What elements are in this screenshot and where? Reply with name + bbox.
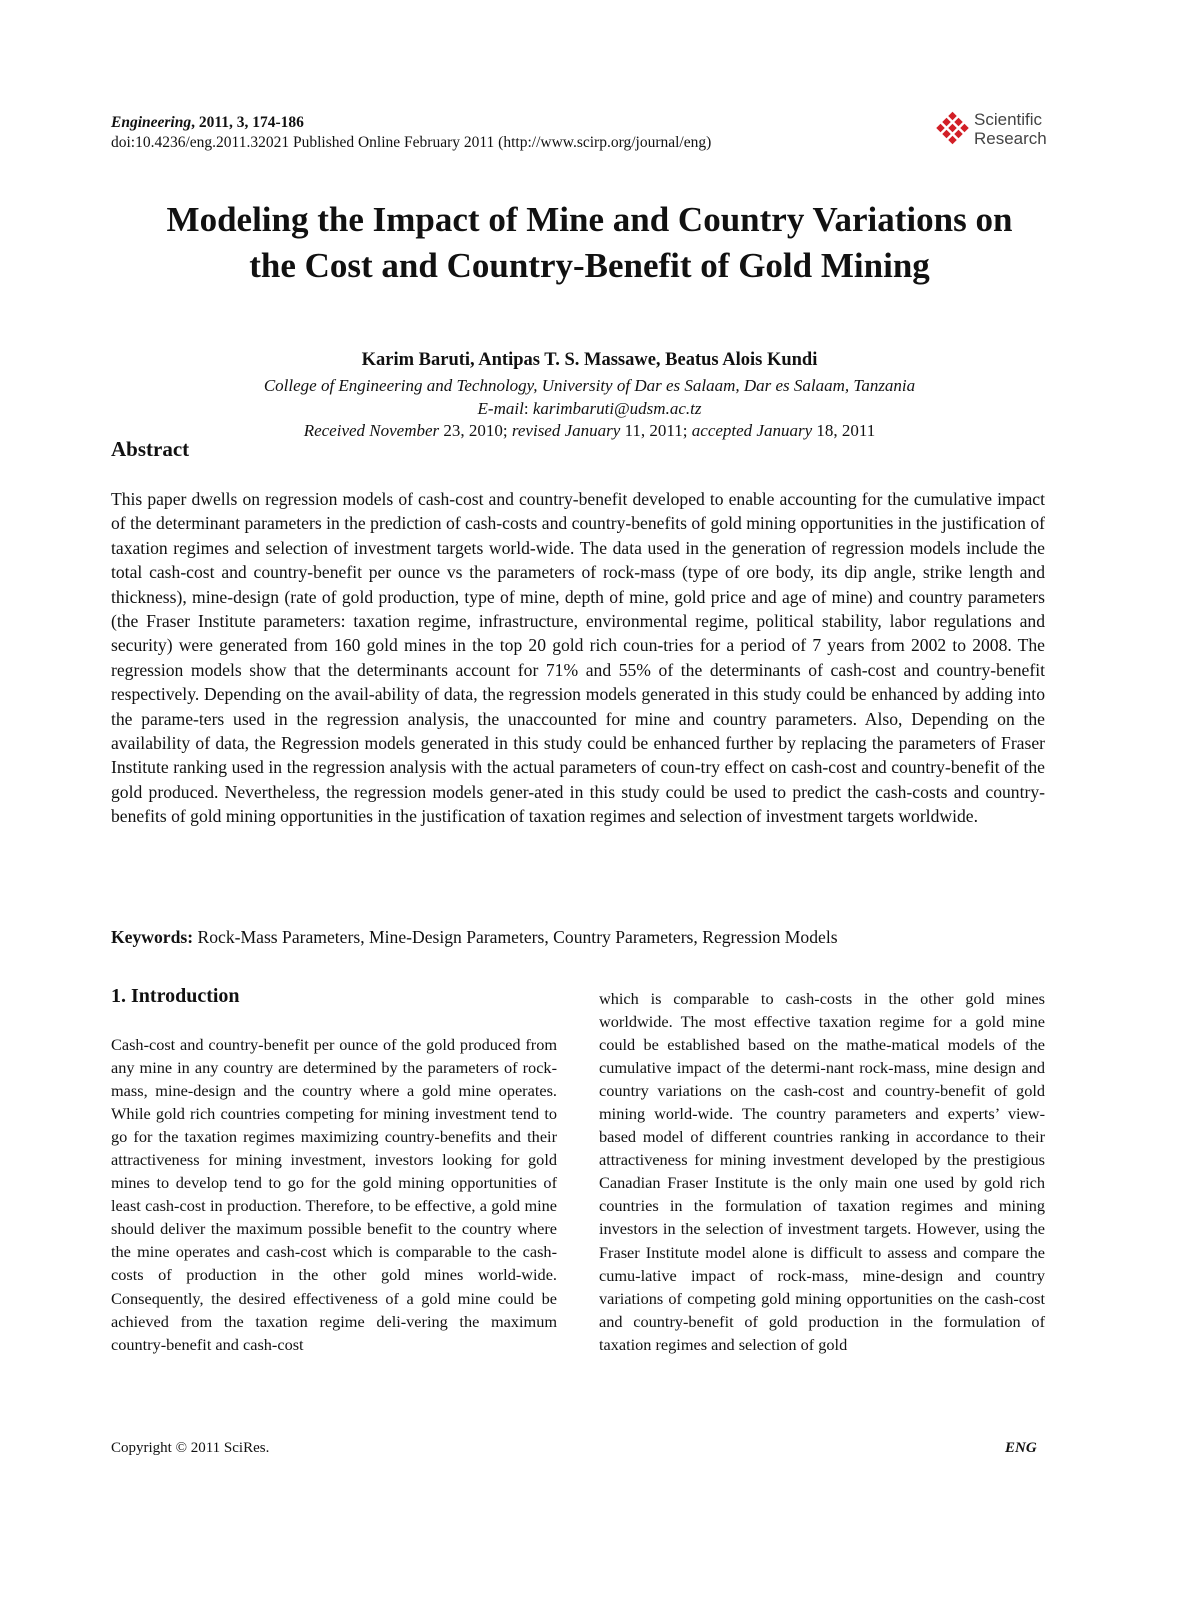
email-address: karimbaruti@udsm.ac.tz bbox=[532, 398, 702, 418]
copyright: Copyright © 2011 SciRes. bbox=[111, 1440, 270, 1456]
revised-label: revised January bbox=[511, 421, 621, 440]
abstract-heading: Abstract bbox=[111, 437, 190, 461]
journal-name: Engineering bbox=[111, 114, 192, 131]
keywords-label: Keywords: bbox=[111, 927, 194, 947]
scientific-research-logo-icon bbox=[935, 111, 971, 147]
keywords bbox=[111, 927, 1045, 948]
doi-line: doi:10.4236/eng.2011.32021 Published Online February 2011 (http://www.scirp.org/journal/eng) bbox=[111, 134, 712, 151]
accepted-date: 18, 2011 bbox=[812, 421, 876, 440]
email-label: E-mail bbox=[477, 398, 524, 418]
keywords-list: Rock-Mass Parameters, Mine-Design Parameters, Country Parameters, Regression Models bbox=[193, 927, 838, 947]
publisher-logo bbox=[935, 110, 1047, 148]
journal-header bbox=[111, 113, 711, 153]
intro-left-column: Cash-cost and country-benefit per ounce of the gold produced from any mine in any country are determined by the parameters of rock-mass, mine-design and the country where a gold mine operates. While gold rich countries competing for mining investment tend to go for the taxation regimes maximizing country-benefits and their attractiveness for mining investment, investors looking for gold mines to develop tend to go for the gold mining opportunities of least cash-cost in production. Therefore, to be effective, a gold mine should deliver the maximum possible benefit to the country where the mine operates and cash-cost which is comparable to the cash-costs of production in the other gold mines world-wide. Consequently, the desired effectiveness of a gold mine could be achieved from the taxation regime deli-vering the maximum country-benefit and cash-cost bbox=[111, 1035, 557, 1354]
abstract-text: This paper dwells on regression models of cash-cost and country-benefit developed to enable accounting for the cumulative impact of the determinant parameters in the prediction of cash-costs and country-benefits of gold mining opportunities in the justification of taxation regimes and selection of investment targets world-wide. The data used in the generation of regression models include the total cash-cost and country-benefit per ounce vs the parameters of rock-mass (type of ore body, its dip angle, strike length and thickness), mine-design (rate of gold production, type of mine, depth of mine, gold price and age of mine) and country parameters (the Fraser Institute parameters: taxation regime, infrastructure, environmental regime, political stability, labor regulations and security) were generated from 160 gold mines in the top 20 gold rich coun-tries for a period of 7 years from 2002 to 2008. The regression models show that the determinants account for 71% and 55% of the determinants of cash-cost and country-benefit respectively. Depending on the avail-ability of data, the regression models generated in this study could be enhanced by adding into the parame-ters used in the regression analysis, the unaccounted for mine and country parameters. Also, Depending on the availability of data, the Regression models generated in this study could be enhanced further by replacing the parameters of Fraser Institute ranking used in the regression analysis with the actual parameters of coun-try effect on cash-cost and country-benefit of the gold produced. Nevertheless, the regression models gener-ated in this study could be used to predict the cash-costs and country-benefits of gold mining opportunities in the justification of taxation regimes and selection of investment targets worldwide. bbox=[111, 489, 1045, 827]
journal-citation bbox=[111, 113, 711, 133]
title-line1: Modeling the Impact of Mine and Country Variations on bbox=[166, 200, 1013, 239]
publisher-name bbox=[974, 110, 1047, 148]
affiliation: College of Engineering and Technology, University of Dar es Salaam, Dar es Salaam, Tanzania bbox=[263, 376, 916, 395]
publisher-line2: Research bbox=[974, 129, 1047, 148]
received-date: 23, 2010; bbox=[439, 421, 512, 440]
journal-abbrev: ENG bbox=[1005, 1440, 1037, 1456]
intro-right-column: which is comparable to cash-costs in the other gold mines worldwide. The most effective taxation regime for a gold mine could be established based on the mathe-matical models of the cumulative impact of the determi-nant rock-mass, mine design and country variations on the cash-cost and country-benefit of gold mining world-wide. The country parameters and experts’ view-based model of different countries ranking in accordance to their attractiveness for mining investment developed by the prestigious Canadian Fraser Institute is the only main one used by gold rich countries in the formulation of taxation regimes and mining investors in the selection of investment targets. However, using the Fraser Institute model alone is difficult to assess and compare the cumu-lative impact of rock-mass, mine-design and country variations of competing gold mining opportunities on the cash-cost and country-benefit of gold production in the formulation of taxation regimes and selection of gold bbox=[599, 989, 1045, 1354]
author-meta bbox=[60, 375, 1119, 443]
volume-pages: , 2011, 3, 174-186 bbox=[191, 114, 304, 131]
title-line2: the Cost and Country-Benefit of Gold Mining bbox=[249, 246, 930, 285]
email-line: E-mail: karimbaruti@udsm.ac.tz bbox=[477, 398, 702, 418]
revised-date: 11, 2011; bbox=[620, 421, 692, 440]
authors: Karim Baruti, Antipas T. S. Massawe, Beatus Alois Kundi bbox=[361, 350, 818, 370]
received-label: Received November bbox=[303, 421, 440, 440]
paper-title bbox=[60, 197, 1119, 289]
dates-line bbox=[60, 420, 1119, 443]
section-heading: 1. Introduction bbox=[111, 985, 240, 1007]
accepted-label: accepted January bbox=[691, 421, 813, 440]
publisher-line1: Scientific bbox=[974, 110, 1043, 129]
